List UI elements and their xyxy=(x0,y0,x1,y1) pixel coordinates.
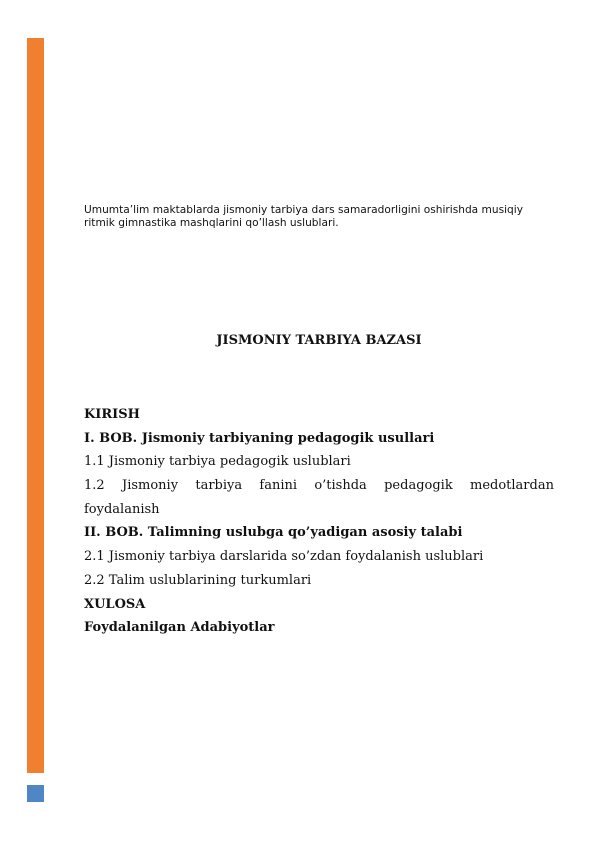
topic-line-2: ritmik gimnastika mashqlarini qo’llash uslublari. xyxy=(84,217,339,229)
toc-word: o’tishda xyxy=(314,478,367,494)
toc-chapter-2: II. BOB. Talimning uslubga qo’yadigan asosiy talabi xyxy=(84,525,463,541)
toc-word: tarbiya xyxy=(195,478,243,494)
toc-section-2-1: 2.1 Jismoniy tarbiya darslarida so’zdan foydalanish uslublari xyxy=(84,549,484,565)
toc-kirish: KIRISH xyxy=(84,407,140,422)
toc-section-2-2: 2.2 Talim uslublarining turkumlari xyxy=(84,572,312,588)
table-of-contents xyxy=(84,403,554,640)
toc-word: fanini xyxy=(259,478,298,494)
toc-xulosa: XULOSA xyxy=(84,596,146,612)
orange-side-bar xyxy=(27,38,44,773)
toc-adabiyotlar: Foydalanilgan Adabiyotlar xyxy=(84,620,275,636)
toc-chapter-1: I. BOB. Jismoniy tarbiyaning pedagogik usullari xyxy=(84,430,435,446)
toc-section-1-1: 1.1 Jismoniy tarbiya pedagogik uslublari xyxy=(84,454,351,470)
toc-section-1-2 xyxy=(84,474,554,498)
toc-word: 1.2 xyxy=(84,478,105,494)
toc-word: medotlardan xyxy=(470,478,554,494)
blue-corner-square xyxy=(27,785,44,802)
topic-text xyxy=(84,204,554,230)
toc-word: Jismoniy xyxy=(121,478,179,494)
topic-line-1: Umumta’lim maktablarda jismoniy tarbiya dars samaradorligini oshirishda musiqiy xyxy=(84,204,523,216)
toc-word: pedagogik xyxy=(384,478,453,494)
page-title: JISMONIY TARBIYA BAZASI xyxy=(216,333,422,348)
toc-section-1-2-continued: foydalanish xyxy=(84,501,160,517)
